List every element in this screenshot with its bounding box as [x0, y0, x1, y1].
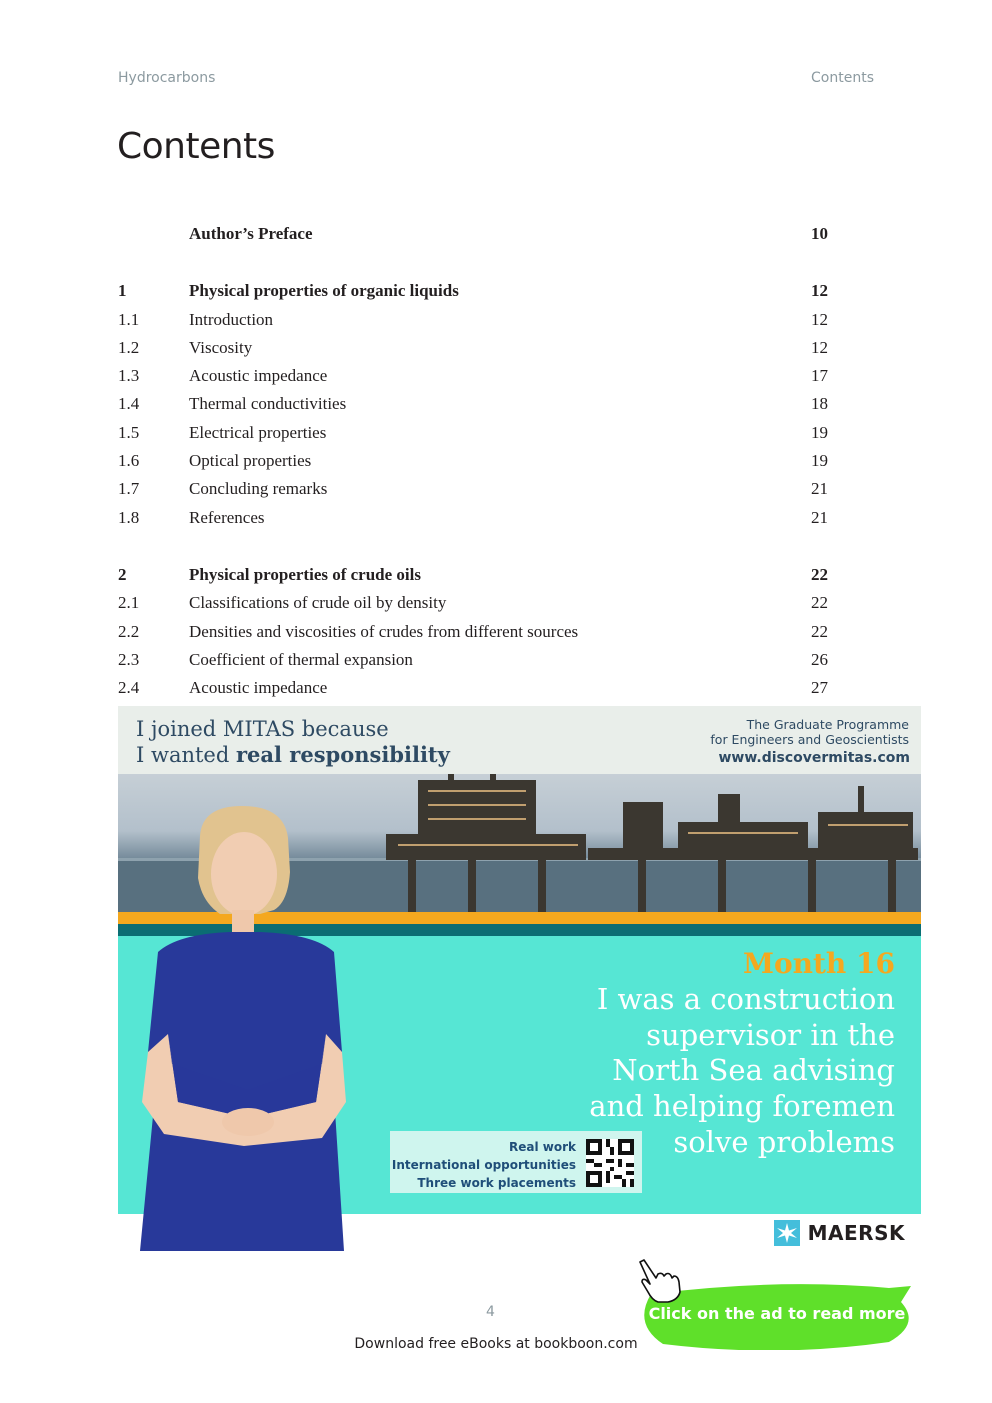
- toc-entry-page: 22: [811, 564, 828, 584]
- ad-headline-line2: [136, 742, 450, 767]
- toc-entry-number: 2.4: [118, 678, 140, 698]
- read-more-button[interactable]: [630, 1256, 930, 1366]
- toc-entry-number: 1.1: [118, 309, 140, 329]
- ad-benefit-2: International opportunities: [391, 1158, 576, 1172]
- toc-entry-title: Optical properties: [189, 451, 312, 471]
- toc-entry-page: 12: [811, 337, 828, 357]
- page-title: Contents: [117, 126, 275, 167]
- toc-entry-page: 22: [811, 621, 828, 641]
- toc-entry-title: Acoustic impedance: [189, 678, 328, 698]
- toc-entry[interactable]: [118, 618, 828, 646]
- ad-url-link[interactable]: www.discovermitas.com: [718, 750, 910, 766]
- toc-entry-page: 27: [811, 678, 828, 698]
- toc-entry[interactable]: [118, 306, 828, 334]
- toc-entry-title: Physical properties of crude oils: [189, 564, 421, 584]
- toc-entry-number: 1.3: [118, 366, 140, 386]
- toc-entry-title: References: [189, 507, 265, 527]
- toc-entry[interactable]: [118, 561, 828, 589]
- toc-entry-page: 12: [811, 281, 828, 301]
- toc-entry[interactable]: [118, 646, 828, 674]
- toc-entry-title: Physical properties of organic liquids: [189, 281, 459, 301]
- table-of-contents: [118, 220, 828, 702]
- maersk-logo: [774, 1220, 905, 1246]
- toc-entry-page: 19: [811, 422, 828, 442]
- maersk-star-icon: [774, 1220, 800, 1246]
- toc-entry-page: 22: [811, 593, 828, 613]
- qr-code-icon: [586, 1139, 634, 1187]
- cta-label: Click on the ad to read more: [648, 1304, 906, 1323]
- ad-quote: I was a construction supervisor in the North Sea advising and helping foremen solve problems: [589, 982, 895, 1159]
- toc-entry-page: 10: [811, 224, 828, 243]
- page-number: 4: [486, 1304, 495, 1320]
- ad-benefit-1: Real work: [509, 1140, 576, 1154]
- ad-benefit-3: Three work placements: [417, 1176, 576, 1190]
- toc-entry[interactable]: [118, 504, 828, 532]
- toc-entry[interactable]: [118, 390, 828, 418]
- toc-entry-number: 1.8: [118, 507, 140, 527]
- ad-programme-line1: The Graduate Programme: [746, 717, 909, 732]
- toc-entry[interactable]: [118, 220, 828, 248]
- ad-person-photo: [138, 802, 378, 1251]
- toc-entry-title: Concluding remarks: [189, 479, 328, 499]
- ad-programme-text: [710, 717, 909, 747]
- toc-entry-number: 1.5: [118, 422, 140, 442]
- ad-headline-prefix: I wanted: [136, 743, 236, 767]
- toc-entry[interactable]: [118, 419, 828, 447]
- ad-headline-line1: I joined MITAS because: [136, 717, 389, 741]
- footer-download-text: Download free eBooks at bookboon.com: [354, 1336, 638, 1352]
- toc-entry-title: Electrical properties: [189, 422, 327, 442]
- toc-entry-page: 21: [811, 507, 828, 527]
- toc-entry-number: 1.2: [118, 337, 140, 357]
- toc-entry[interactable]: [118, 674, 828, 702]
- toc-entry-title: Densities and viscosities of crudes from different sources: [189, 621, 579, 641]
- ad-header-band: [118, 706, 921, 774]
- running-header-section: Contents: [811, 70, 874, 86]
- toc-entry[interactable]: [118, 475, 828, 503]
- toc-entry-title: Author’s Preface: [189, 224, 313, 243]
- toc-entry-number: 1: [118, 281, 127, 301]
- toc-entry-page: 12: [811, 309, 828, 329]
- toc-entry-title: Acoustic impedance: [189, 366, 328, 386]
- advertisement-banner[interactable]: [118, 706, 921, 1251]
- toc-entry-number: 2.3: [118, 649, 140, 669]
- toc-entry-title: Coefficient of thermal expansion: [189, 649, 413, 669]
- toc-entry-title: Viscosity: [189, 337, 253, 357]
- toc-entry-title: Introduction: [189, 309, 274, 329]
- maersk-wordmark: MAERSK: [807, 1221, 905, 1245]
- toc-entry[interactable]: [118, 277, 828, 305]
- ad-headline-emphasis: real responsibility: [235, 742, 450, 767]
- running-header-book-title: Hydrocarbons: [118, 70, 216, 86]
- toc-entry-page: 19: [811, 451, 828, 471]
- toc-entry-page: 26: [811, 649, 828, 669]
- toc-entry-title: Classifications of crude oil by density: [189, 593, 447, 613]
- toc-entry[interactable]: [118, 334, 828, 362]
- toc-entry-number: 2: [118, 564, 127, 584]
- toc-entry[interactable]: [118, 362, 828, 390]
- toc-entry-number: 1.6: [118, 451, 140, 471]
- ad-month-label: Month 16: [742, 947, 895, 980]
- ad-programme-line2: for Engineers and Geoscientists: [710, 732, 909, 747]
- toc-entry-number: 2.2: [118, 621, 140, 641]
- ad-benefits-box: [390, 1131, 642, 1193]
- toc-entry-number: 1.7: [118, 479, 140, 499]
- toc-entry-number: 2.1: [118, 593, 140, 613]
- pointing-hand-icon: [634, 1258, 684, 1304]
- toc-entry-page: 17: [811, 366, 828, 386]
- toc-entry-number: 1.4: [118, 394, 140, 414]
- toc-entry-page: 18: [811, 394, 828, 414]
- toc-entry-title: Thermal conductivities: [189, 394, 347, 414]
- toc-entry-page: 21: [811, 479, 828, 499]
- toc-entry[interactable]: [118, 447, 828, 475]
- toc-entry[interactable]: [118, 589, 828, 617]
